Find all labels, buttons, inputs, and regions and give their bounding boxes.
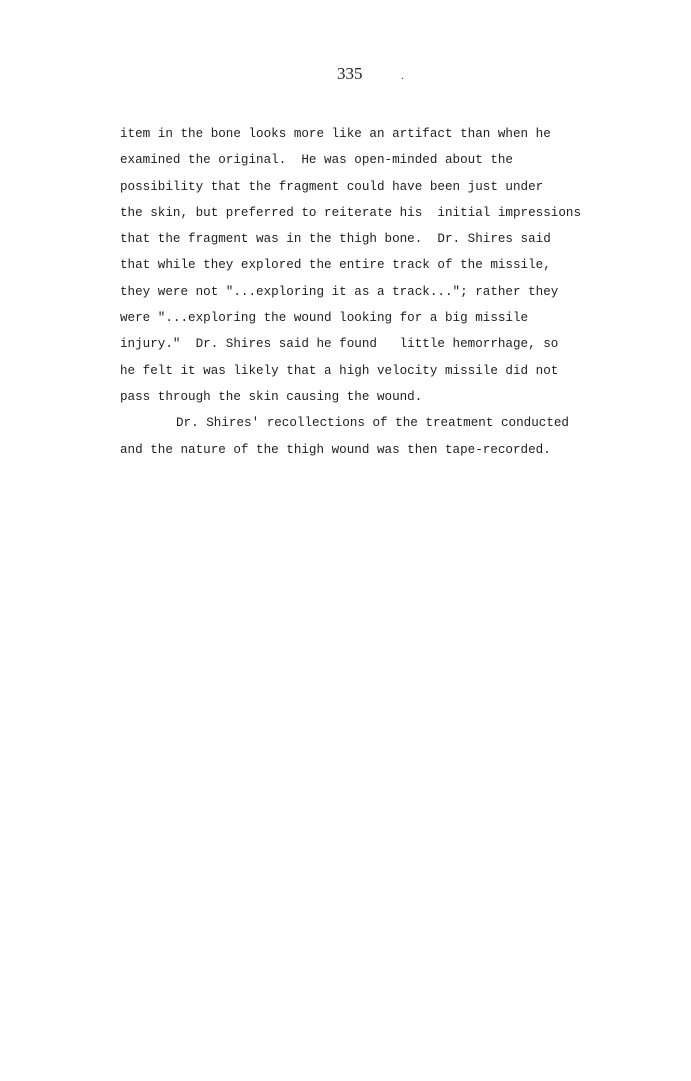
text-line: that the fragment was in the thigh bone. Dr. Shires said xyxy=(120,232,551,247)
text-line: Dr. Shires' recollections of the treatment conducted xyxy=(176,416,569,431)
text-line: examined the original. He was open-minded about the xyxy=(120,153,513,168)
page-number: 335 xyxy=(337,64,363,83)
text-line: he felt it was likely that a high velocity missile did not xyxy=(120,363,559,378)
text-line: were "...exploring the wound looking for a big missile xyxy=(120,311,529,326)
text-line: possibility that the fragment could have been just under xyxy=(120,179,544,194)
text-line: that while they explored the entire track of the missile, xyxy=(120,258,551,273)
text-line: item in the bone looks more like an artifact than when he xyxy=(120,127,551,141)
text-line: injury." Dr. Shires said he found little hemorrhage, so xyxy=(120,337,559,352)
text-line: they were not "...exploring it as a track..."; rather they xyxy=(120,284,559,299)
text-line: and the nature of the thigh wound was then tape-recorded. xyxy=(120,442,551,457)
paragraph-1 xyxy=(120,121,620,410)
text-line: the skin, but preferred to reiterate his initial impressions xyxy=(120,205,582,220)
body-text xyxy=(120,121,620,463)
text-line: pass through the skin causing the wound. xyxy=(120,389,423,404)
scan-speck: . xyxy=(401,68,404,82)
paragraph-2 xyxy=(120,410,620,463)
